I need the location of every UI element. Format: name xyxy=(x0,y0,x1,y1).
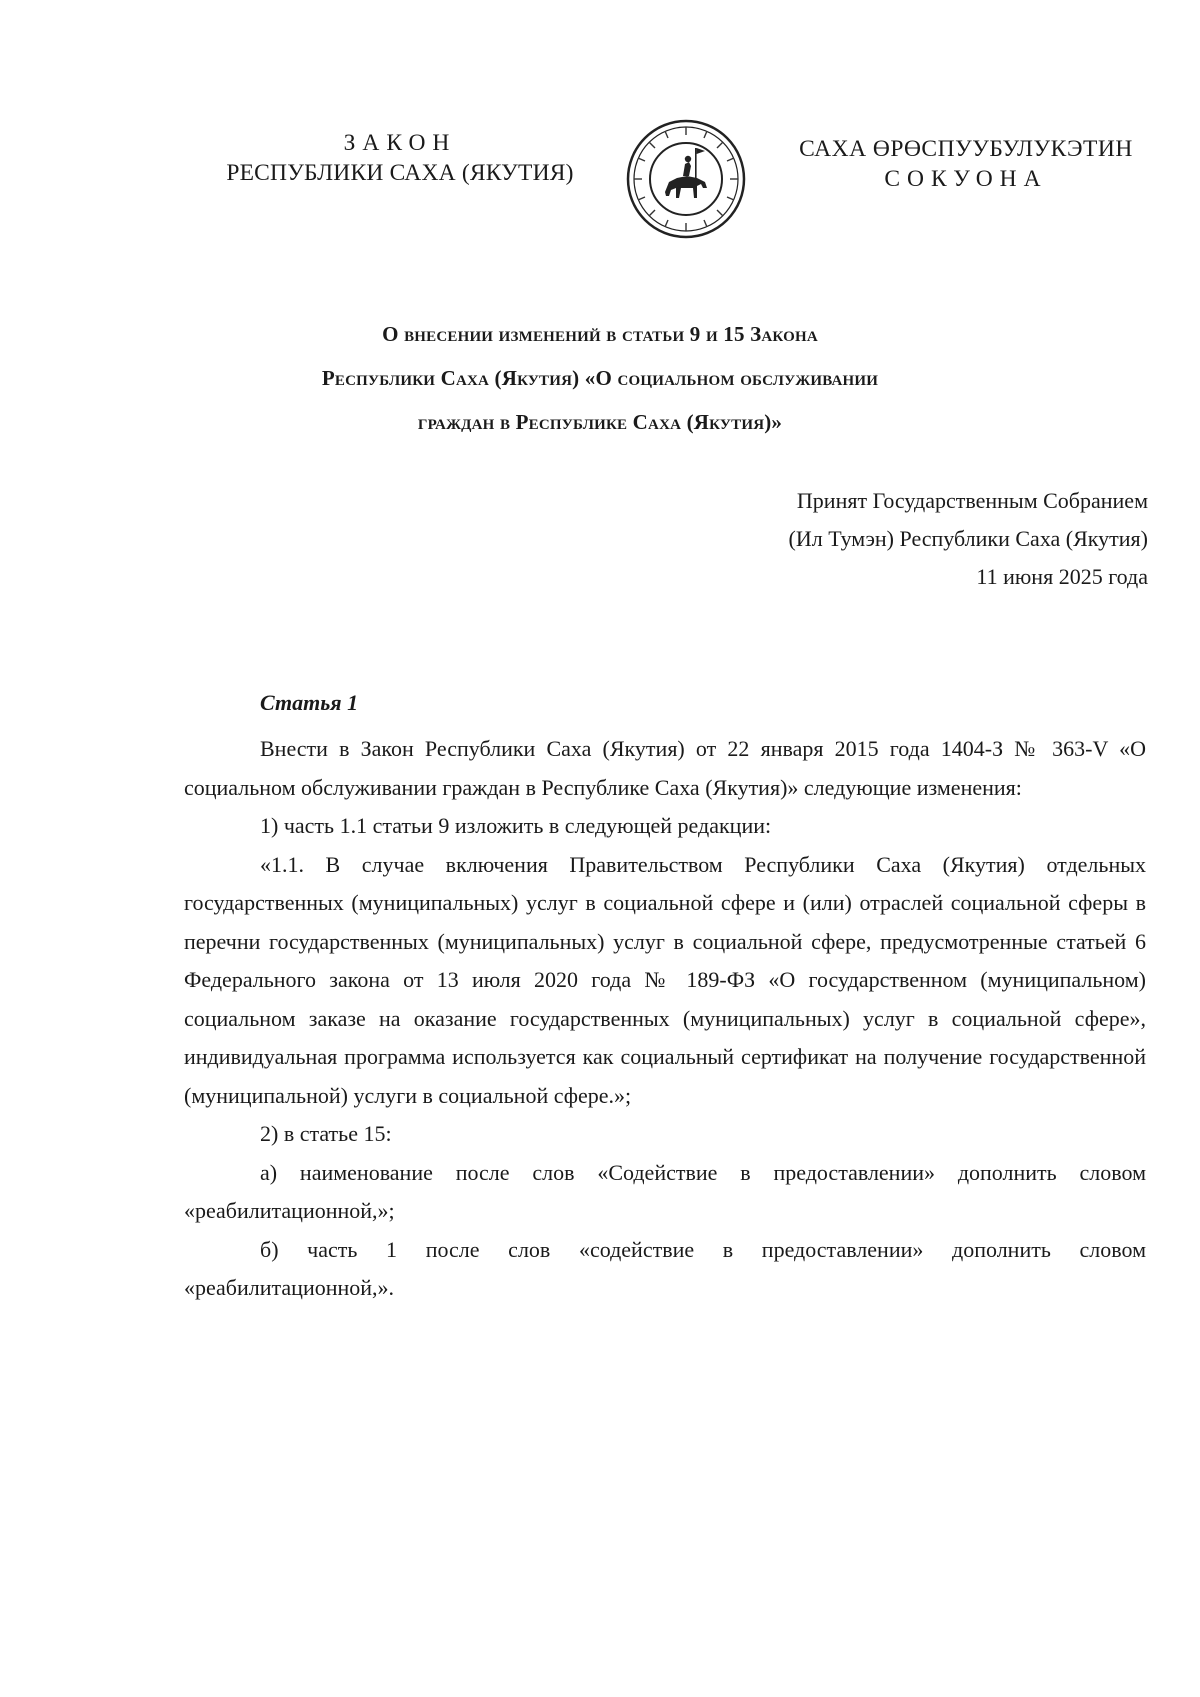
adoption-line-1: Принят Государственным Собранием xyxy=(796,488,1148,513)
title-line-1: О внесении изменений в статьи 9 и 15 Закона xyxy=(382,322,818,346)
article-paragraph: а) наименование после слов «Содействие в предоставлении» дополнить словом «реабилитационной,»; xyxy=(184,1159,1146,1223)
header-law-word-sakha: СОКУОНА xyxy=(884,166,1048,192)
article-paragraph: Внести в Закон Республики Саха (Якутия) от 22 января 2015 года 1404-З № 363-V «О социальном обслуживании граждан в Республике Саха (Якутия)» следующие изменения: xyxy=(184,736,1146,800)
article-body xyxy=(184,730,1146,1308)
title-line-2: Республики Саха (Якутия) «О социальном обслуживании xyxy=(321,366,879,390)
article-paragraph: б) часть 1 после слов «содействие в предоставлении» дополнить словом «реабилитационной,». xyxy=(184,1236,1146,1300)
article-paragraph: 2) в статье 15: xyxy=(260,1121,392,1146)
header-law-title-ru xyxy=(220,128,580,188)
adoption-line-2: (Ил Тумэн) Республики Саха (Якутия) xyxy=(788,526,1148,551)
adoption-note xyxy=(600,482,1148,596)
header-law-title-sakha xyxy=(786,134,1146,194)
header-republic-name-sakha: САХА ӨРӨСПУУБУЛУКЭТИН xyxy=(799,136,1133,162)
header-law-word: ЗАКОН xyxy=(343,130,457,156)
title-line-3: граждан в Республике Саха (Якутия)» xyxy=(417,410,783,434)
adoption-date: 11 июня 2025 года xyxy=(976,564,1148,589)
sakha-republic-coat-of-arms-icon xyxy=(625,118,747,240)
article-paragraph: «1.1. В случае включения Правительством Республики Саха (Якутия) отдельных государственных (муниципальных) услуг в социальной сфере и (или) отраслей социальной сферы в перечни государственных (муниципальных) услуг в социальной сфере, предусмотренные статьей 6 Федерального закона от 13 июля 2020 года № 189-ФЗ «О государственном (муниципальном) социальном заказе на оказание государственных (муниципальных) услуг в социальной сфере», индивидуальная программа используется как социальный сертификат на получение государственной (муниципальной) услуги в социальной сфере.»; xyxy=(184,851,1146,1108)
header-republic-name: РЕСПУБЛИКИ САХА (ЯКУТИЯ) xyxy=(226,160,574,186)
document-title xyxy=(200,312,1000,444)
article-paragraph: 1) часть 1.1 статьи 9 изложить в следующей редакции: xyxy=(260,813,772,838)
article-heading: Статья 1 xyxy=(260,690,359,715)
